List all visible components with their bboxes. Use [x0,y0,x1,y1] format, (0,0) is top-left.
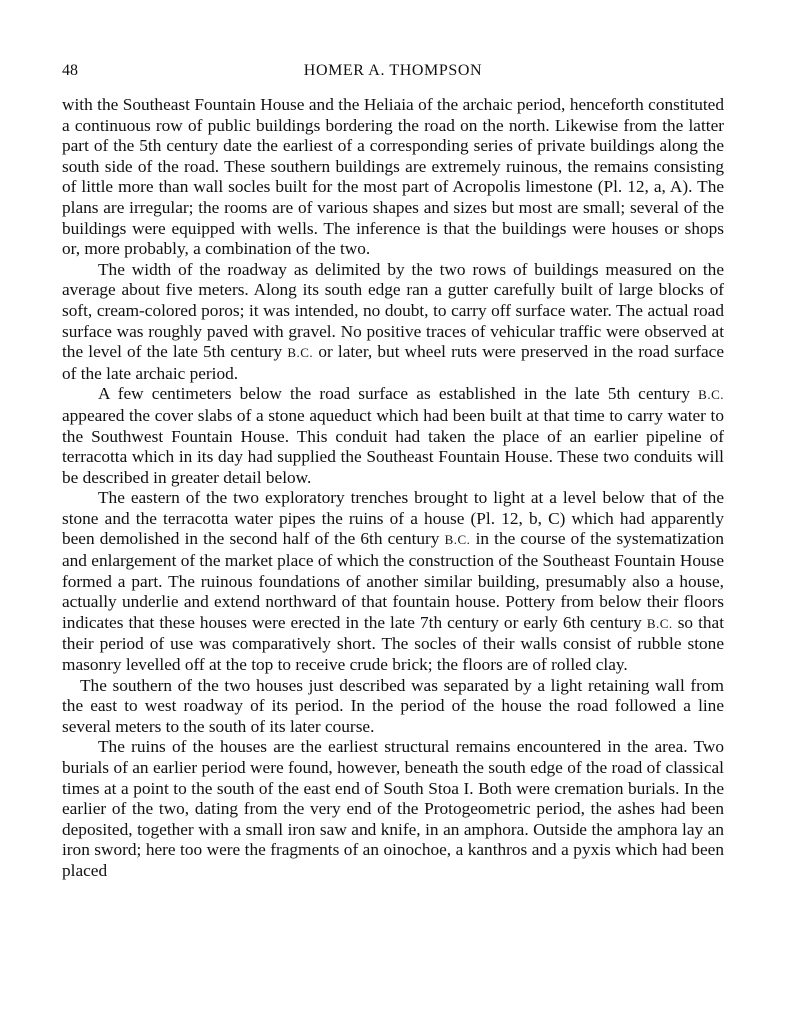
paragraph-3 [62,384,724,488]
paragraph-1-text: with the Southeast Fountain House and the Heliaia of the archaic period, henceforth constituted a continuous row of public buildings bordering the road on the north. Likewise from the latter part of the 5th century date the earliest of a corresponding series of private buildings along the south side of the road. These southern buildings are extremely ruinous, the remains consisting of little more than wall socles built for the most part of Acropolis limestone (Pl. 12, a, A). The plans are irregular; the rooms are of various shapes and sizes but most are small; several of the buildings were equipped with wells. The inference is that the buildings were houses or shops or, more probably, a combination of the two. [62,95,724,259]
era-abbreviation: B.C. [287,345,314,361]
paragraph-2-text-a: The width of the roadway as delimited by the two rows of buildings measured on the average about five meters. Along its south edge ran a gutter carefully built of large blocks of soft, cream-colored poros; it was intended, no doubt, to carry off surface water. The actual road surface was roughly paved with gravel. No positive traces of vehicular traffic were observed at the level of the late 5th century [62,259,724,362]
paragraph-4-text-c: so that their period of use was comparatively short. The socles of their walls consist of rubble stone masonry levelled off at the top to receive crude brick; the floors are of rolled clay. [62,612,725,675]
paragraph-4-text-a: The eastern of the two exploratory trenches brought to light at a level below that of the stone and the terracotta water pipes the ruins of a house (Pl. 12, b, C) which had apparently been demolished in the second half of the 6th century [62,488,724,549]
era-abbreviation: B.C. [444,532,471,548]
running-head-author: HOMER A. THOMPSON [303,62,483,79]
paragraph-6 [62,737,724,881]
paragraph-2-text-b: or later, but wheel ruts were preserved in the road surface of the late archaic period. [62,342,725,383]
paragraph-1 [62,95,724,260]
paragraph-4 [62,488,724,675]
body-text [62,95,724,882]
paragraph-2 [62,260,724,385]
era-abbreviation: B.C. [698,387,724,403]
paragraph-3-text-a: A few centimeters below the road surface as established in the late 5th century [98,384,699,404]
paragraph-6-text: The ruins of the houses are the earliest structural remains encountered in the area. Two burials of an earlier period were found, however, beneath the south edge of the road of classical times at a point to the south of the east end of South Stoa I. Both were cremation burials. In the earlier of the two, dating from the very end of the Protogeometric period, the ashes had been deposited, together with a small iron saw and knife, in an amphora. Outside the amphora lay an iron sword; here too were the fragments of an oinochoe, a kanthros and a pyxis which had been placed [62,737,724,880]
page-number: 48 [62,62,78,79]
paragraph-5 [62,676,724,738]
paragraph-4-text-b: in the course of the systematization and enlargement of the market place of which the construction of the Southeast Fountain House formed a part. The ruinous foundations of another similar building, presumably also a house, actually underlie and extend northward of that fountain house. Pottery from below their floors indicates that these houses were erected in the late 7th century or early 6th century [62,529,724,632]
running-head [62,60,724,82]
era-abbreviation: B.C. [646,615,673,631]
paragraph-3-text-b: appeared the cover slabs of a stone aqueduct which had been built at that time to carry water to the Southwest Fountain House. This conduit had taken the place of an earlier pipeline of terracotta which in its day had supplied the Southeast Fountain House. These two conduits will be described in greater detail below. [62,405,724,487]
paragraph-5-text: The southern of the two houses just described was separated by a light retaining wall from the east to west roadway of its period. In the period of the house the road followed a line several meters to the south of its later course. [62,675,724,736]
